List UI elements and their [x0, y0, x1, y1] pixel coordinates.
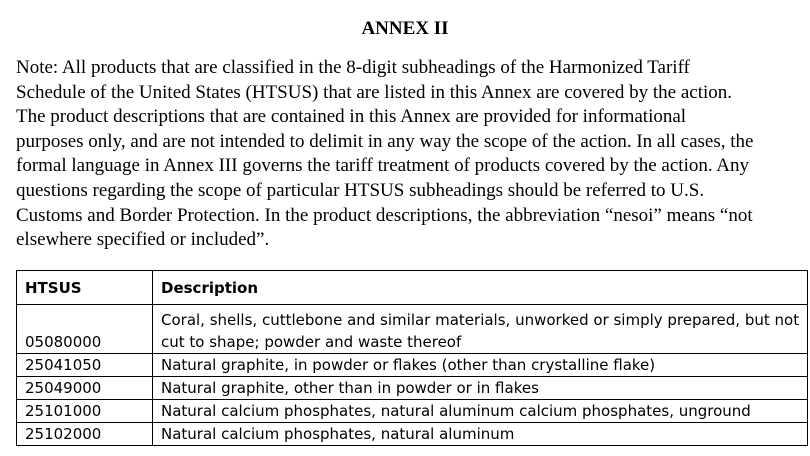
product-description: [153, 305, 808, 354]
note-line: purposes only, and are not intended to delimit in any way the scope of the action. In all cases, the: [16, 130, 754, 152]
header-htsus: HTSUS: [17, 271, 153, 305]
htsus-table: [16, 270, 808, 446]
note-line: Schedule of the United States (HTSUS) that are listed in this Annex are covered by the action.: [16, 81, 733, 103]
table-row: [17, 354, 808, 377]
header-description: Description: [153, 271, 808, 305]
note-line: The product descriptions that are contained in this Annex are provided for informational: [16, 106, 687, 128]
description-line: Coral, shells, cuttlebone and similar materials, unworked or simply prepared, but not: [161, 311, 800, 329]
table-row: [17, 423, 808, 446]
note-line: questions regarding the scope of particular HTSUS subheadings should be referred to U.S.: [16, 179, 705, 201]
htsus-code: 25041050: [17, 354, 153, 377]
htsus-code: 05080000: [17, 305, 153, 354]
note-paragraph: [16, 56, 806, 253]
table-row: [17, 400, 808, 423]
htsus-code: 25102000: [17, 423, 153, 446]
htsus-code: 25101000: [17, 400, 153, 423]
table-row: [17, 305, 808, 354]
annex-title: ANNEX II: [361, 18, 449, 39]
table-row: [17, 377, 808, 400]
product-description: Natural graphite, in powder or flakes (other than crystalline flake): [153, 354, 808, 377]
product-description: Natural graphite, other than in powder or in flakes: [153, 377, 808, 400]
note-line: formal language in Annex III governs the tariff treatment of products covered by the action. Any: [16, 155, 750, 177]
table-header-row: [17, 271, 808, 305]
note-line: elsewhere specified or included”.: [16, 229, 270, 251]
product-description: Natural calcium phosphates, natural aluminum calcium phosphates, unground: [153, 400, 808, 423]
description-line: cut to shape; powder and waste thereof: [161, 333, 462, 351]
htsus-code: 25049000: [17, 377, 153, 400]
note-line: Note: All products that are classified in the 8-digit subheadings of the Harmonized Tariff: [16, 57, 690, 78]
product-description: Natural calcium phosphates, natural aluminum: [153, 423, 808, 446]
note-line: Customs and Border Protection. In the product descriptions, the abbreviation “nesoi” means “not: [16, 204, 753, 226]
